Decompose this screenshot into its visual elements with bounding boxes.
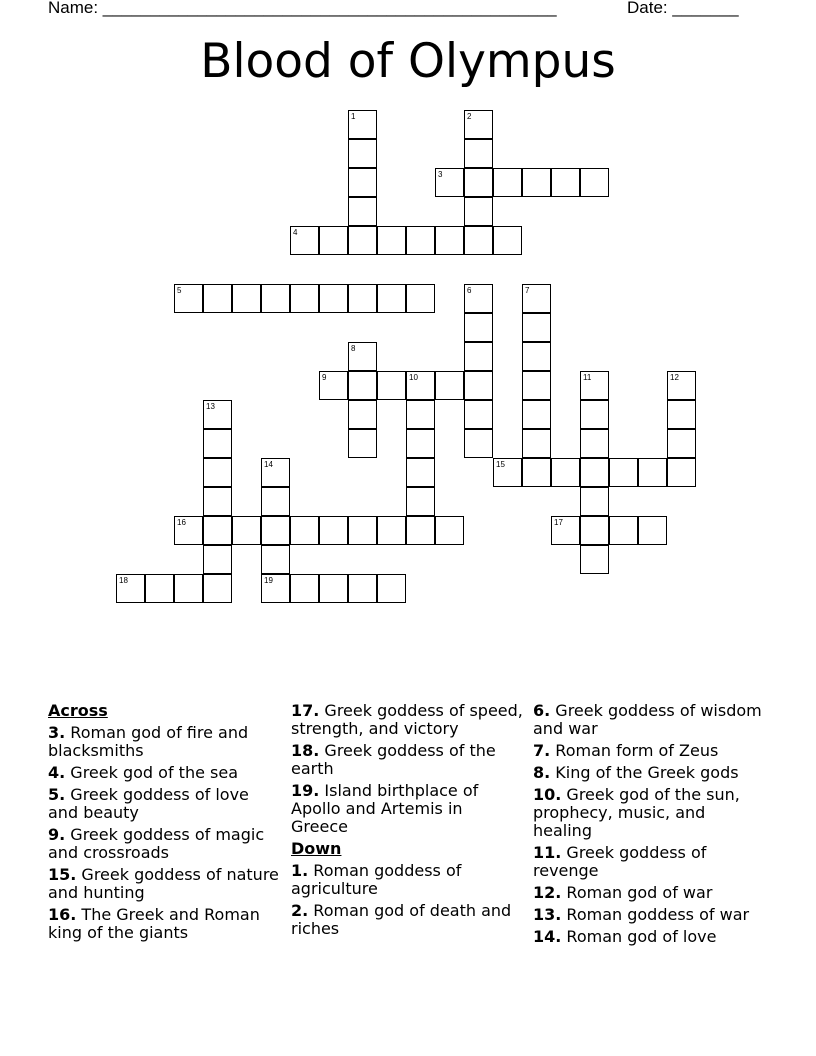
grid-cell[interactable] (638, 516, 667, 545)
grid-cell[interactable] (261, 487, 290, 516)
grid-cell[interactable] (464, 313, 493, 342)
grid-cell[interactable] (522, 313, 551, 342)
clue-item-text: Roman goddess of agriculture (291, 861, 462, 898)
clue-item-number: 2. (291, 901, 309, 920)
grid-cell[interactable] (261, 545, 290, 574)
clue-item (533, 764, 765, 782)
clue-item-number: 9. (48, 825, 66, 844)
grid-cell[interactable] (580, 487, 609, 516)
clue-column-1 (48, 702, 280, 946)
grid-cell[interactable] (435, 226, 464, 255)
grid-cell[interactable] (348, 429, 377, 458)
page-title: Blood of Olympus (200, 34, 616, 89)
grid-cell[interactable] (232, 284, 261, 313)
clue-item-text: The Greek and Roman king of the giants (48, 905, 260, 942)
grid-cell[interactable] (348, 197, 377, 226)
clue-item-number: 6. (533, 701, 551, 720)
clue-item-number: 5. (48, 785, 66, 804)
grid-cell[interactable] (319, 284, 348, 313)
grid-cell[interactable] (406, 284, 435, 313)
grid-cell[interactable] (667, 458, 696, 487)
clue-item (533, 906, 765, 924)
grid-cell[interactable] (348, 139, 377, 168)
clue-item-number: 16. (48, 905, 77, 924)
clue-item-text: Greek goddess of the earth (291, 741, 496, 778)
grid-cell[interactable] (522, 342, 551, 371)
clue-number-5: 5 (177, 286, 182, 295)
grid-cell[interactable] (551, 168, 580, 197)
grid-cell[interactable] (348, 284, 377, 313)
clue-number-2: 2 (467, 112, 472, 121)
clue-number-16: 16 (177, 518, 186, 527)
name-field-label: Name: ________________________________________________ (48, 0, 557, 17)
grid-cell[interactable] (348, 574, 377, 603)
clue-number-15: 15 (496, 460, 505, 469)
grid-cell[interactable] (348, 226, 377, 255)
clue-item-number: 8. (533, 763, 551, 782)
clue-item-text: Roman form of Zeus (550, 741, 719, 760)
clue-item-text: Island birthplace of Apollo and Artemis in Greece (291, 781, 479, 836)
grid-cell[interactable] (406, 516, 435, 545)
clue-item (533, 928, 765, 946)
grid-cell[interactable] (319, 574, 348, 603)
clue-item-text: Greek god of the sea (65, 763, 238, 782)
clue-item-text: Roman god of love (561, 927, 717, 946)
grid-cell[interactable] (580, 516, 609, 545)
grid-cell[interactable] (580, 429, 609, 458)
grid-cell[interactable] (377, 574, 406, 603)
clue-item (48, 826, 280, 862)
grid-cell[interactable] (435, 371, 464, 400)
date-field-label: Date: _______ (627, 0, 739, 17)
clue-column-2 (291, 702, 523, 942)
clue-number-12: 12 (670, 373, 679, 382)
grid-cell[interactable] (203, 458, 232, 487)
clue-number-11: 11 (583, 373, 592, 382)
grid-cell[interactable] (203, 516, 232, 545)
clue-item (48, 786, 280, 822)
grid-cell[interactable] (174, 574, 203, 603)
clue-item (533, 844, 765, 880)
clue-item-number: 18. (291, 741, 320, 760)
clue-item-number: 1. (291, 861, 309, 880)
clue-item (291, 742, 523, 778)
grid-cell[interactable] (464, 168, 493, 197)
clue-item-text: Roman goddess of war (561, 905, 750, 924)
clue-item-text: Greek goddess of revenge (533, 843, 707, 880)
grid-cell[interactable] (319, 226, 348, 255)
grid-cell[interactable] (464, 429, 493, 458)
clue-item (48, 724, 280, 760)
grid-cell[interactable] (580, 168, 609, 197)
grid-cell[interactable] (203, 429, 232, 458)
grid-cell[interactable] (377, 284, 406, 313)
grid-cell[interactable] (348, 168, 377, 197)
clue-item-text: Greek goddess of love and beauty (48, 785, 249, 822)
grid-cell[interactable] (435, 516, 464, 545)
grid-cell[interactable] (406, 400, 435, 429)
grid-cell[interactable] (522, 371, 551, 400)
grid-cell[interactable] (145, 574, 174, 603)
clue-number-19: 19 (264, 576, 273, 585)
clue-item (291, 782, 523, 836)
grid-cell[interactable] (406, 458, 435, 487)
grid-cell[interactable] (348, 400, 377, 429)
grid-cell[interactable] (377, 371, 406, 400)
clue-item (291, 862, 523, 898)
grid-cell[interactable] (609, 516, 638, 545)
clue-item (48, 866, 280, 902)
grid-cell[interactable] (638, 458, 667, 487)
clue-number-7: 7 (525, 286, 530, 295)
grid-cell[interactable] (522, 400, 551, 429)
grid-cell[interactable] (522, 429, 551, 458)
clue-item-number: 10. (533, 785, 562, 804)
grid-cell[interactable] (580, 458, 609, 487)
grid-cell[interactable] (464, 342, 493, 371)
clue-number-6: 6 (467, 286, 472, 295)
grid-cell[interactable] (522, 168, 551, 197)
grid-cell[interactable] (406, 487, 435, 516)
grid-cell[interactable] (406, 429, 435, 458)
clue-number-8: 8 (351, 344, 356, 353)
clue-item-number: 3. (48, 723, 66, 742)
across-heading: Across (48, 701, 108, 720)
grid-cell[interactable] (203, 284, 232, 313)
grid-cell[interactable] (464, 400, 493, 429)
clue-item-number: 7. (533, 741, 551, 760)
clue-item-text: Greek god of the sun, prophecy, music, and healing (533, 785, 740, 840)
clue-item-text: Roman god of fire and blacksmiths (48, 723, 249, 760)
grid-cell[interactable] (522, 458, 551, 487)
clue-item (533, 702, 765, 738)
clue-item-number: 15. (48, 865, 77, 884)
grid-cell[interactable] (406, 226, 435, 255)
grid-cell[interactable] (290, 516, 319, 545)
clue-item-number: 12. (533, 883, 562, 902)
clue-number-9: 9 (322, 373, 327, 382)
grid-cell[interactable] (203, 487, 232, 516)
clue-item-text: Roman god of war (561, 883, 713, 902)
clue-item-number: 19. (291, 781, 320, 800)
clue-item (291, 702, 523, 738)
clue-item-text: Greek goddess of speed, strength, and victory (291, 701, 523, 738)
grid-cell[interactable] (377, 226, 406, 255)
clue-number-17: 17 (554, 518, 563, 527)
grid-cell[interactable] (464, 139, 493, 168)
grid-cell[interactable] (348, 371, 377, 400)
clue-item-number: 11. (533, 843, 562, 862)
clue-number-3: 3 (438, 170, 443, 179)
grid-cell[interactable] (493, 168, 522, 197)
grid-cell[interactable] (464, 226, 493, 255)
clue-item-number: 13. (533, 905, 562, 924)
grid-cell[interactable] (203, 545, 232, 574)
clue-item (291, 902, 523, 938)
clue-item-number: 14. (533, 927, 562, 946)
grid-cell[interactable] (348, 516, 377, 545)
grid-cell[interactable] (464, 371, 493, 400)
clue-item (533, 884, 765, 902)
grid-cell[interactable] (290, 574, 319, 603)
grid-cell[interactable] (290, 284, 319, 313)
clue-item-text: King of the Greek gods (550, 763, 739, 782)
grid-cell[interactable] (667, 429, 696, 458)
grid-cell[interactable] (580, 400, 609, 429)
grid-cell[interactable] (667, 400, 696, 429)
grid-cell[interactable] (261, 516, 290, 545)
grid-cell[interactable] (232, 516, 261, 545)
grid-cell[interactable] (203, 574, 232, 603)
clue-item-text: Greek goddess of wisdom and war (533, 701, 762, 738)
clue-item (533, 742, 765, 760)
clue-column-3 (533, 702, 765, 950)
grid-cell[interactable] (580, 545, 609, 574)
grid-cell[interactable] (493, 226, 522, 255)
grid-cell[interactable] (377, 516, 406, 545)
clue-item-text: Greek goddess of magic and crossroads (48, 825, 265, 862)
clue-item-number: 4. (48, 763, 66, 782)
clue-item-number: 17. (291, 701, 320, 720)
clue-item (533, 786, 765, 840)
clue-number-13: 13 (206, 402, 215, 411)
clue-item (48, 764, 280, 782)
grid-cell[interactable] (551, 458, 580, 487)
grid-cell[interactable] (261, 284, 290, 313)
grid-cell[interactable] (464, 197, 493, 226)
clue-number-1: 1 (351, 112, 356, 121)
clue-number-4: 4 (293, 228, 298, 237)
grid-cell[interactable] (319, 516, 348, 545)
clue-number-10: 10 (409, 373, 418, 382)
clue-item (48, 906, 280, 942)
clue-number-18: 18 (119, 576, 128, 585)
down-heading: Down (291, 839, 342, 858)
clue-item-text: Roman god of death and riches (291, 901, 512, 938)
clue-number-14: 14 (264, 460, 273, 469)
grid-cell[interactable] (609, 458, 638, 487)
clue-item-text: Greek goddess of nature and hunting (48, 865, 279, 902)
